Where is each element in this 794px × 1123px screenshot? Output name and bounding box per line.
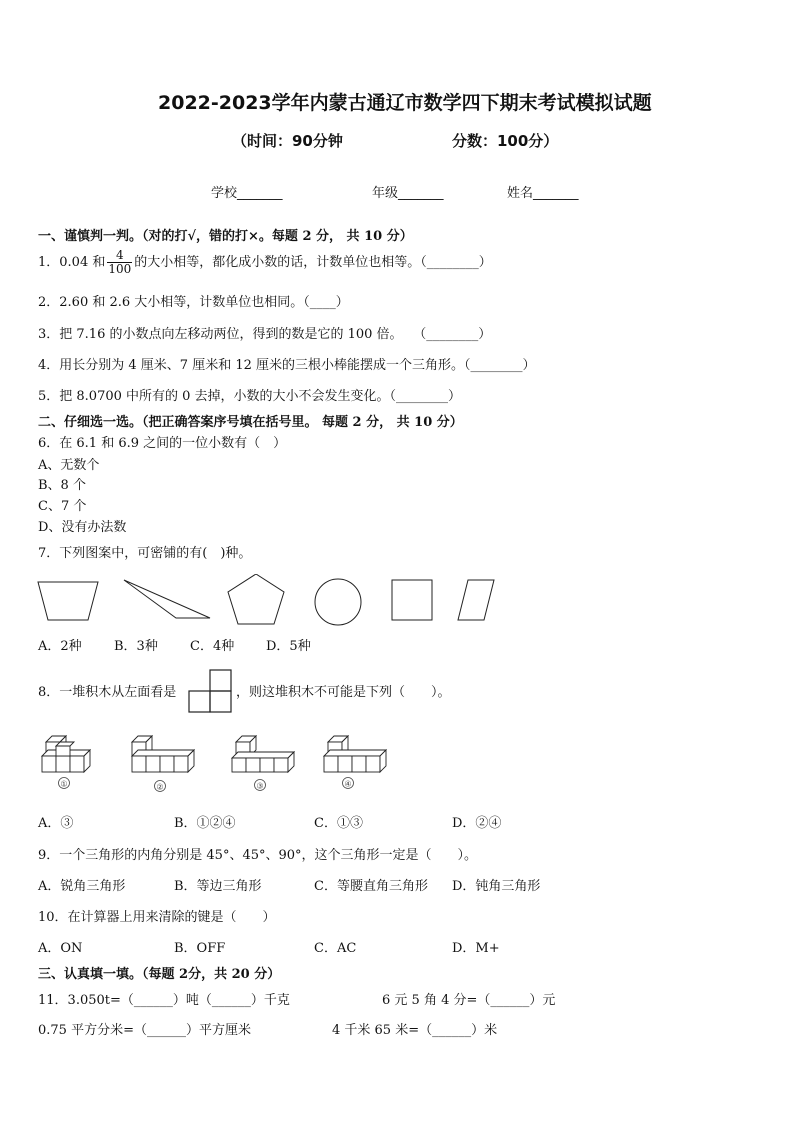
q9-option-c: C．等腰直角三角形 <box>314 879 428 894</box>
pentagon-shape <box>228 574 284 624</box>
question-8-suffix: ，则这堆积木不可能是下列（ ）。 <box>236 685 451 700</box>
block-label-4: ④ <box>344 779 352 789</box>
q7-option-a: A．2种 <box>38 639 82 654</box>
q6-option-c: C、7 个 <box>38 499 87 514</box>
block-label-2: ② <box>156 782 164 792</box>
question-1: 1．0.04 和 $\frac{4}{100}$ 的大小相等，都化成小数的话，计数单位也相等。（________） <box>38 248 492 276</box>
block-figure-2 <box>132 736 194 772</box>
section-2-heading: 二、仔细选一选。（把正确答案序号填在括号里。 每题 2 分， 共 10 分） <box>38 415 463 430</box>
name-field: 姓名_______ <box>507 186 579 201</box>
q10-option-d: D．M+ <box>452 941 500 956</box>
q9-option-d: D．钝角三角形 <box>452 879 541 894</box>
question-9: 9．一个三角形的内角分别是 45°、45°、90°，这个三角形一定是（ ）。 <box>38 848 478 863</box>
q7-shapes <box>36 574 506 630</box>
triangle-shape <box>124 580 210 618</box>
section-1-heading: 一、谨慎判一判。（对的打√，错的打×。每题 2 分， 共 10 分） <box>38 229 413 244</box>
question-6: 6．在 6.1 和 6.9 之间的一位小数有（ ） <box>38 436 287 451</box>
question-11c: 0.75 平方分米=（______）平方厘米 <box>38 1023 251 1038</box>
page-title: 2022-2023学年内蒙古通辽市数学四下期末考试模拟试题 <box>158 92 652 114</box>
block-label-3: ③ <box>256 781 264 791</box>
question-4: 4．用长分别为 4 厘米、7 厘米和 12 厘米的三根小棒能摆成一个三角形。（________） <box>38 358 536 373</box>
trapezoid-shape <box>38 582 98 620</box>
grade-field: 年级_______ <box>372 186 444 201</box>
exam-time: （时间：90分钟 <box>232 132 343 150</box>
block-figure-3 <box>232 736 294 772</box>
parallelogram-shape <box>458 580 494 620</box>
q6-option-a: A、无数个 <box>38 458 100 473</box>
q8-option-b: B．①②④ <box>174 816 236 831</box>
q6-option-d: D、没有办法数 <box>38 520 127 535</box>
exam-score: 分数：100分） <box>452 132 559 150</box>
school-field: 学校_______ <box>211 186 283 201</box>
q8-option-d: D．②④ <box>452 816 502 831</box>
question-8-prefix: 8．一堆积木从左面看是 <box>38 685 177 700</box>
q7-option-c: C．4种 <box>190 639 235 654</box>
q8-left-view-figure <box>186 668 234 714</box>
question-10: 10．在计算器上用来清除的键是（ ） <box>38 910 276 925</box>
question-11a: 11．3.050t=（______）吨（______）千克 <box>38 993 290 1008</box>
q8-option-c: C．①③ <box>314 816 363 831</box>
q9-option-b: B．等边三角形 <box>174 879 262 894</box>
question-11b: 6 元 5 角 4 分=（______）元 <box>382 993 556 1008</box>
q7-option-d: D．5种 <box>266 639 311 654</box>
fraction: $\frac{4}{100}$ <box>108 248 132 276</box>
q8-block-figures <box>38 732 398 796</box>
question-3: 3．把 7.16 的小数点向左移动两位，得到的数是它的 100 倍。 （________） <box>38 327 492 342</box>
question-5: 5．把 8.0700 中所有的 0 去掉，小数的大小不会发生变化。（________） <box>38 389 462 404</box>
question-7: 7．下列图案中，可密铺的有( )种。 <box>38 546 252 561</box>
block-label-1: ① <box>60 779 68 789</box>
q10-option-a: A．ON <box>38 941 83 956</box>
block-figure-1 <box>42 736 90 772</box>
section-3-heading: 三、认真填一填。（每题 2分，共 20 分） <box>38 967 281 982</box>
q7-option-b: B．3种 <box>114 639 158 654</box>
circle-shape <box>315 579 361 625</box>
q8-option-a: A．③ <box>38 816 74 831</box>
q10-option-c: C．AC <box>314 941 357 956</box>
q6-option-b: B、8 个 <box>38 478 86 493</box>
question-11d: 4 千米 65 米=（______）米 <box>332 1023 498 1038</box>
q10-option-b: B．OFF <box>174 941 226 956</box>
q9-option-a: A．锐角三角形 <box>38 879 126 894</box>
block-figure-4 <box>324 736 386 772</box>
question-2: 2．2.60 和 2.6 大小相等，计数单位也相同。（____） <box>38 295 349 310</box>
square-shape <box>392 580 432 620</box>
